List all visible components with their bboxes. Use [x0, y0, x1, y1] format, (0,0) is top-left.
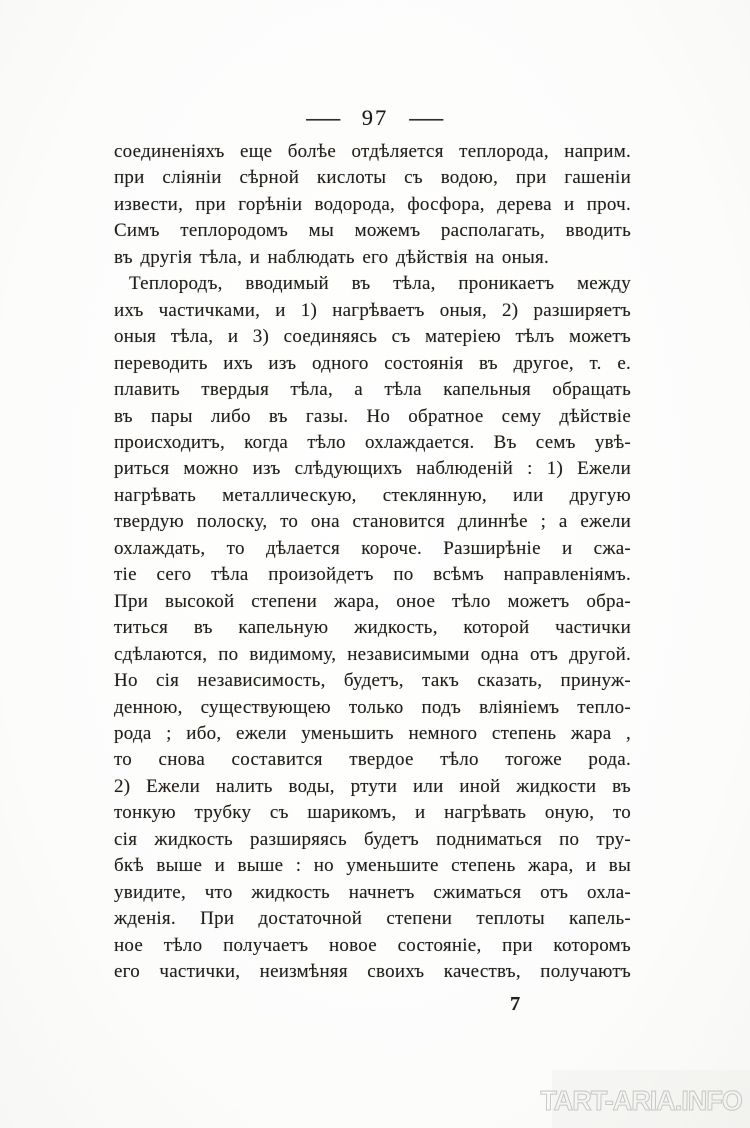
text-line: Симъ теплородомъ мы можемъ располагать, вводить: [114, 220, 631, 242]
text-line: сдѣлаются, по видимому, независимыми одна отъ другой.: [114, 643, 631, 665]
text-line: переводить ихъ изъ одного состоянія въ другое, т. е.: [114, 352, 631, 374]
text-line: ное тѣло получаетъ новое состояніе, при которомъ: [114, 934, 631, 956]
text-line: то снова составится твердое тѣло тогоже рода.: [114, 749, 631, 771]
watermark-text: TART-ARIA.INFO: [539, 1085, 742, 1116]
text-line: тіе сего тѣла произойдетъ по всѣмъ направленіямъ.: [114, 564, 631, 586]
text-line: Но сія независимость, будетъ, такъ сказать, принуж-: [114, 670, 631, 692]
text-line: происходитъ, когда тѣло охлаждается. Въ семъ увѣ-: [114, 431, 631, 453]
text-line: въ другія тѣла, и наблюдать его дѣйствія на оныя.: [114, 246, 549, 268]
text-line: ихъ частичками, и 1) нагрѣваетъ оныя, 2) разширяетъ: [114, 299, 631, 321]
text-line: соединеніяхъ еще болѣе отдѣляется теплорода, наприм.: [114, 141, 631, 162]
text-line: риться можно изъ слѣдующихъ наблюденій : 1) Ежели: [114, 458, 631, 480]
text-line: сія жидкость разширяясь будетъ подниматься по тру-: [114, 828, 631, 850]
text-line: въ пары либо въ газы. Но обратное сему дѣйствіе: [114, 405, 631, 427]
watermark-panel: [539, 1070, 750, 1128]
text-line: жденія. При достаточной степени теплоты капель-: [114, 908, 631, 930]
text-line: рода ; ибо, ежели уменьшить немного степень жара ,: [114, 722, 631, 744]
text-line: извести, при горѣніи водорода, фосфора, дерева и проч.: [114, 193, 631, 215]
text-line: плавить твердыя тѣла, а тѣла капельныя обращать: [114, 379, 631, 401]
text-line: его частички, неизмѣняя своихъ качествъ, получаютъ: [114, 961, 631, 983]
text-line: увидите, что жидкость начнетъ сжиматься отъ охла-: [114, 881, 631, 903]
text-line: титься въ капельную жидкость, которой частички: [114, 617, 631, 639]
text-line: нагрѣвать металлическую, стеклянную, или другую: [114, 484, 631, 506]
text-line: Теплородъ, вводимый въ тѣла, проникаетъ между: [129, 273, 631, 295]
page-number: 97: [361, 105, 389, 130]
text-line: тонкую трубку съ шарикомъ, и нагрѣвать оную, то: [114, 802, 631, 824]
text-line: денною, существующею только подъ вліяніемъ тепло-: [114, 696, 631, 718]
text-line: твердую полоску, то она становится длиннѣе ; а ежели: [114, 511, 631, 533]
body-text-block: [114, 139, 631, 986]
text-line: 2) Ежели налить воды, ртути или иной жидкости въ: [114, 775, 631, 797]
header-right-dash: —: [409, 106, 444, 129]
header-left-dash: —: [306, 106, 341, 129]
text-line: оныя тѣла, и 3) соединяясь съ матеріею тѣлъ можетъ: [114, 326, 631, 348]
text-line: при сліяніи сѣрной кислоты съ водою, при гашеніи: [114, 167, 631, 189]
text-line: При высокой степени жара, оное тѣло можетъ обра-: [114, 590, 631, 612]
running-head: [0, 105, 750, 131]
text-line: охлаждать, то дѣлается короче. Разширѣніе и сжа-: [114, 537, 631, 559]
signature-mark: 7: [510, 993, 521, 1015]
text-line: бкѣ выше и выше : но уменьшите степень жара, и вы: [114, 855, 631, 877]
